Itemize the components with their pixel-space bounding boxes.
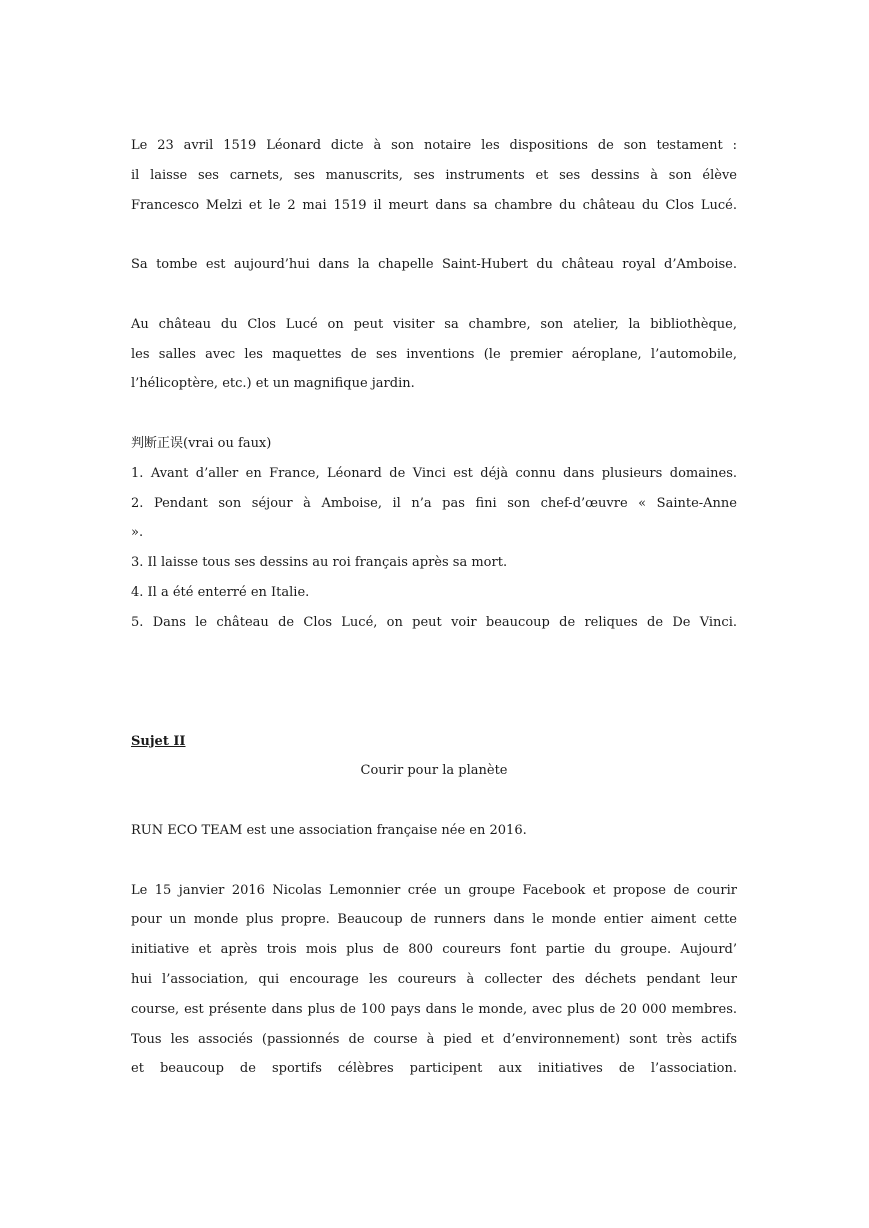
blank-line xyxy=(131,846,737,876)
text-line: Le 15 janvier 2016 Nicolas Lemonnier crée un groupe Facebook et propose de courir xyxy=(131,882,737,898)
text-line: initiative et après trois mois plus de 800 coureurs font partie du groupe. Aujourd’ xyxy=(131,942,737,958)
quiz-section xyxy=(131,429,737,638)
article-intro: RUN ECO TEAM est une association française née en 2016. xyxy=(131,822,527,838)
text-line: il laisse ses carnets, ses manuscrits, ses instruments et ses dessins à son élève xyxy=(131,167,737,183)
article-title: Courir pour la planète xyxy=(360,763,508,779)
quiz-item: 4. Il a été enterré en Italie. xyxy=(131,584,310,600)
section-heading: Sujet II xyxy=(131,733,186,749)
blank-line xyxy=(131,786,737,816)
text-line: et beaucoup de sportifs célèbres participent aux initiatives de l’association. xyxy=(131,1061,737,1077)
paragraph-tombe: Sa tombe est aujourd’hui dans la chapelle Saint-Hubert du château royal d’Amboise. xyxy=(131,257,737,273)
article-paragraph xyxy=(131,876,737,1085)
quiz-item: 2. Pendant son séjour à Amboise, il n’a pas fini son chef-d’œuvre « Sainte-Anne xyxy=(131,495,737,511)
blank-line xyxy=(131,220,737,250)
text-line: Tous les associés (passionnés de course à pied et d’environnement) sont très actifs xyxy=(131,1031,737,1047)
quiz-item: 1. Avant d’aller en France, Léonard de Vinci est déjà connu dans plusieurs domaines. xyxy=(131,465,737,481)
text-line: hui l’association, qui encourage les coureurs à collecter des déchets pendant leur xyxy=(131,971,737,987)
section-spacer xyxy=(131,638,737,727)
blank-line xyxy=(131,280,737,310)
quiz-item: 3. Il laisse tous ses dessins au roi français après sa mort. xyxy=(131,555,508,571)
text-line: pour un monde plus propre. Beaucoup de runners dans le monde entier aiment cette xyxy=(131,912,737,928)
blank-line xyxy=(131,399,737,429)
quiz-title: 判断正误(vrai ou faux) xyxy=(131,435,272,451)
text-line: Francesco Melzi et le 2 mai 1519 il meurt dans sa chambre du château du Clos Lucé. xyxy=(131,197,737,213)
quiz-item: 5. Dans le château de Clos Lucé, on peut voir beaucoup de reliques de De Vinci. xyxy=(131,614,737,630)
text-line: les salles avec les maquettes de ses inventions (le premier aéroplane, l’automobile, xyxy=(131,346,737,362)
text-line: l’hélicoptère, etc.) et un magnifique jardin. xyxy=(131,376,415,392)
text-line: course, est présente dans plus de 100 pays dans le monde, avec plus de 20 000 membres. xyxy=(131,1001,737,1017)
paragraph-testament xyxy=(131,131,737,220)
text-line: Le 23 avril 1519 Léonard dicte à son notaire les dispositions de son testament : xyxy=(131,138,737,153)
paragraph-clos-luce xyxy=(131,310,737,399)
sujet-2-section xyxy=(131,727,737,1085)
quiz-item: ». xyxy=(131,525,144,541)
text-line: Au château du Clos Lucé on peut visiter sa chambre, son atelier, la bibliothèque, xyxy=(131,316,737,332)
document-body xyxy=(131,131,737,1084)
